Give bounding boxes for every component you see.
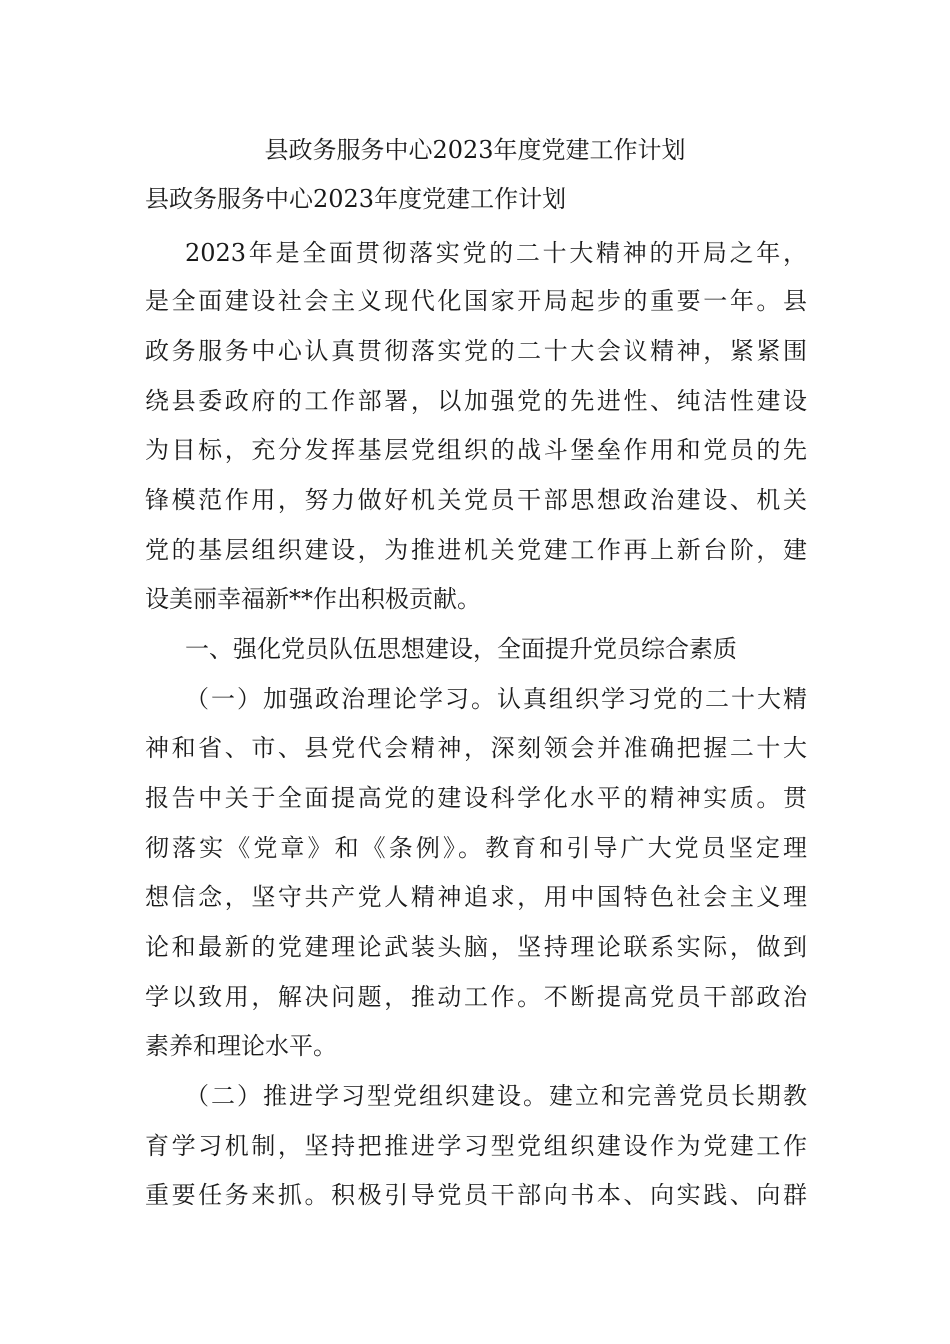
paragraph-line: 绕县委政府的工作部署，以加强党的先进性、纯洁性建设 <box>145 387 807 415</box>
paragraph-line: 设美丽幸福新**作出积极贡献。 <box>145 585 481 613</box>
paragraph-line: （二）推进学习型党组织建设。建立和完善党员长期教 <box>185 1082 807 1110</box>
paragraph-line: 为目标，充分发挥基层党组织的战斗堡垒作用和党员的先 <box>145 436 807 464</box>
paragraph-line: 想信念，坚守共产党人精神追求，用中国特色社会主义理 <box>145 883 807 911</box>
paragraph-line: 报告中关于全面提高党的建设科学化水平的精神实质。贯 <box>145 784 807 812</box>
section-heading: 一、强化党员队伍思想建设，全面提升党员综合素质 <box>185 635 737 663</box>
document-title: 县政务服务中心2023年度党建工作计划 <box>264 136 686 164</box>
paragraph-line: 2023年是全面贯彻落实党的二十大精神的开局之年， <box>185 239 807 267</box>
paragraph-line: 重要任务来抓。积极引导党员干部向书本、向实践、向群 <box>145 1181 807 1209</box>
paragraph-line: 彻落实《党章》和《条例》。教育和引导广大党员坚定理 <box>145 834 807 862</box>
paragraph-line: 学以致用，解决问题，推动工作。不断提高党员干部政治 <box>145 983 807 1011</box>
paragraph-line: 育学习机制，坚持把推进学习型党组织建设作为党建工作 <box>145 1132 807 1160</box>
paragraph-line: 政务服务中心认真贯彻落实党的二十大会议精神，紧紧围 <box>145 337 807 365</box>
paragraph-line: 是全面建设社会主义现代化国家开局起步的重要一年。县 <box>145 287 807 315</box>
paragraph-line: 锋模范作用，努力做好机关党员干部思想政治建设、机关 <box>145 486 807 514</box>
paragraph-line: 神和省、市、县党代会精神，深刻领会并准确把握二十大 <box>145 734 807 762</box>
paragraph-line: 党的基层组织建设，为推进机关党建工作再上新台阶，建 <box>145 536 807 564</box>
paragraph-line: 素养和理论水平。 <box>145 1032 337 1060</box>
paragraph-line: （一）加强政治理论学习。认真组织学习党的二十大精 <box>185 685 807 713</box>
document-subtitle: 县政务服务中心2023年度党建工作计划 <box>145 185 567 213</box>
paragraph-line: 论和最新的党建理论武装头脑，坚持理论联系实际，做到 <box>145 933 807 961</box>
